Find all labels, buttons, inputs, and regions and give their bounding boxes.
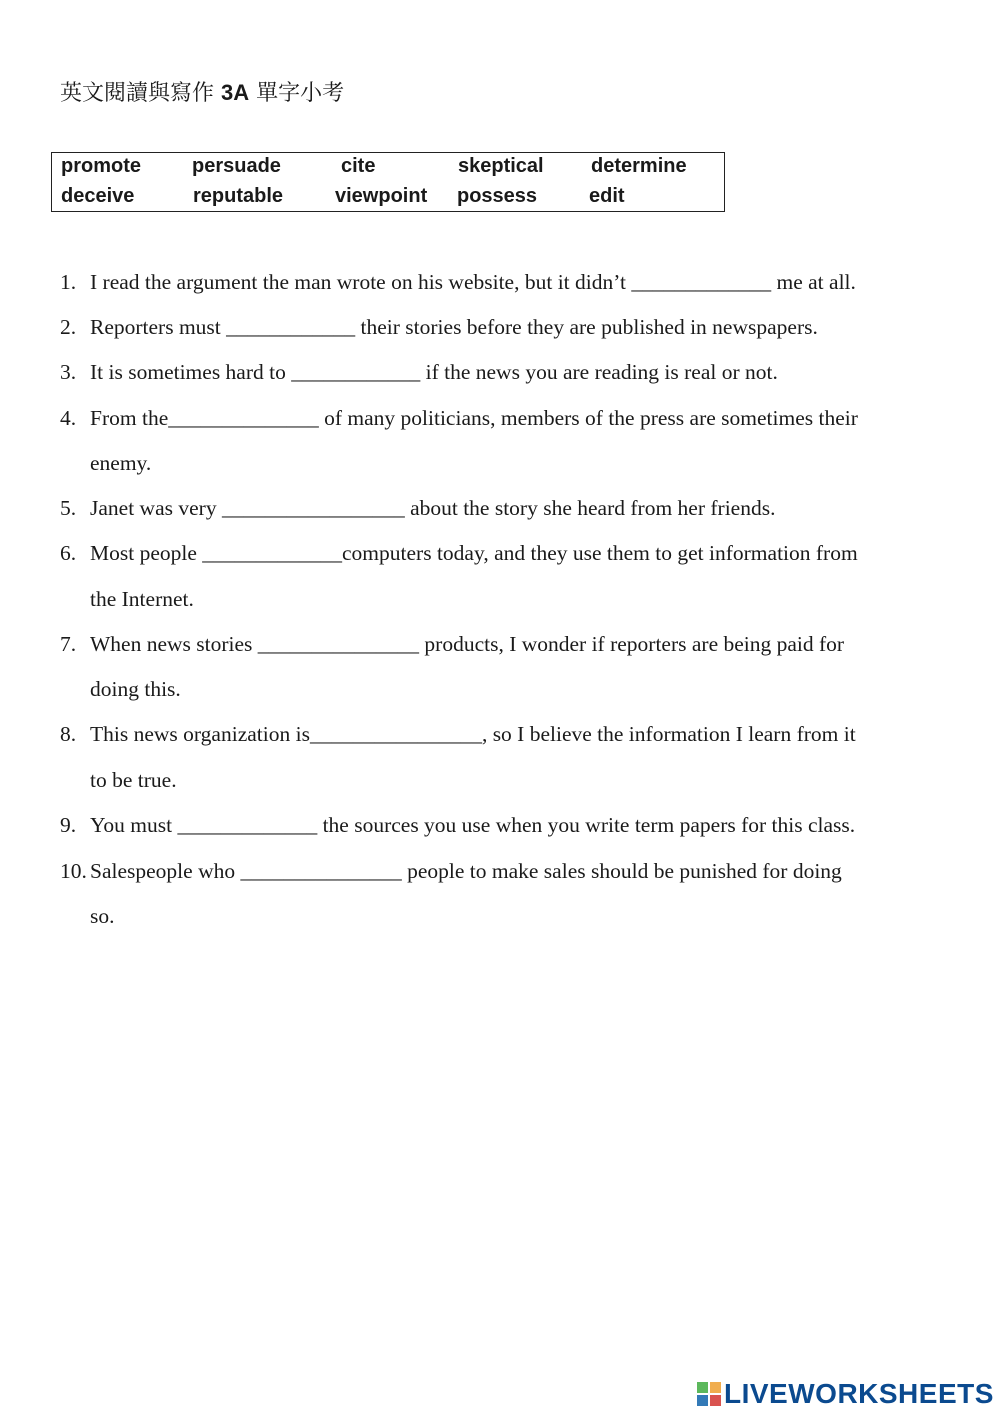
word-bank-word: possess (457, 185, 538, 207)
question-number: 7. (60, 632, 77, 656)
question-number: 2. (60, 315, 77, 339)
word-bank (51, 152, 725, 212)
word-bank-word: cite (341, 155, 376, 177)
page-title (60, 76, 344, 107)
question-text-continued: so. (90, 904, 115, 928)
question-text-continued: doing this. (90, 677, 181, 701)
logo-tile-orange (710, 1382, 721, 1393)
logo-tile-green (697, 1382, 708, 1393)
liveworksheets-brand[interactable] (697, 1376, 994, 1412)
question-number: 3. (60, 360, 77, 384)
question-text: Most people _____________computers today, and they use them to get information from (90, 541, 858, 565)
question-number: 10. (60, 859, 87, 883)
question-text: From the______________ of many politicians, members of the press are sometimes their (90, 406, 858, 430)
word-bank-word: edit (589, 185, 625, 207)
title-code: 3A (221, 80, 250, 105)
question-text-continued: enemy. (90, 451, 152, 475)
liveworksheets-logo-icon (697, 1382, 721, 1406)
word-bank-word: reputable (193, 185, 284, 207)
question-number: 8. (60, 722, 77, 746)
question-number: 6. (60, 541, 77, 565)
question-text-continued: the Internet. (90, 587, 194, 611)
word-bank-word: viewpoint (335, 185, 428, 207)
question-text: Janet was very _________________ about the story she heard from her friends. (90, 496, 776, 520)
word-bank-word: skeptical (458, 155, 544, 177)
question-text: I read the argument the man wrote on his website, but it didn’t _____________ me at all. (90, 270, 856, 294)
question-text-continued: to be true. (90, 768, 177, 792)
question-text: Reporters must ____________ their stories before they are published in newspapers. (90, 315, 818, 339)
question-text: Salespeople who _______________ people to make sales should be punished for doing (90, 859, 842, 883)
word-bank-word: persuade (192, 155, 281, 177)
logo-tile-red (710, 1395, 721, 1406)
question-number: 5. (60, 496, 77, 520)
question-text: You must _____________ the sources you use when you write term papers for this class. (90, 813, 856, 837)
question-number: 4. (60, 406, 77, 430)
word-bank-word: promote (61, 155, 141, 177)
word-bank-word: determine (591, 155, 687, 177)
title-cjk-suffix: 單字小考 (256, 81, 345, 106)
brand-text: LIVEWORKSHEETS (724, 1378, 994, 1409)
question-number: 1. (60, 270, 77, 294)
question-text: This news organization is________________, so I believe the information I learn from it (90, 722, 856, 746)
question-number: 9. (60, 813, 77, 837)
logo-tile-blue (697, 1395, 708, 1406)
title-cjk-prefix: 英文閱讀與寫作 (60, 81, 215, 106)
word-bank-word: deceive (61, 185, 135, 207)
question-text: It is sometimes hard to ____________ if the news you are reading is real or not. (90, 360, 778, 384)
question-text: When news stories _______________ products, I wonder if reporters are being paid for (90, 632, 845, 656)
